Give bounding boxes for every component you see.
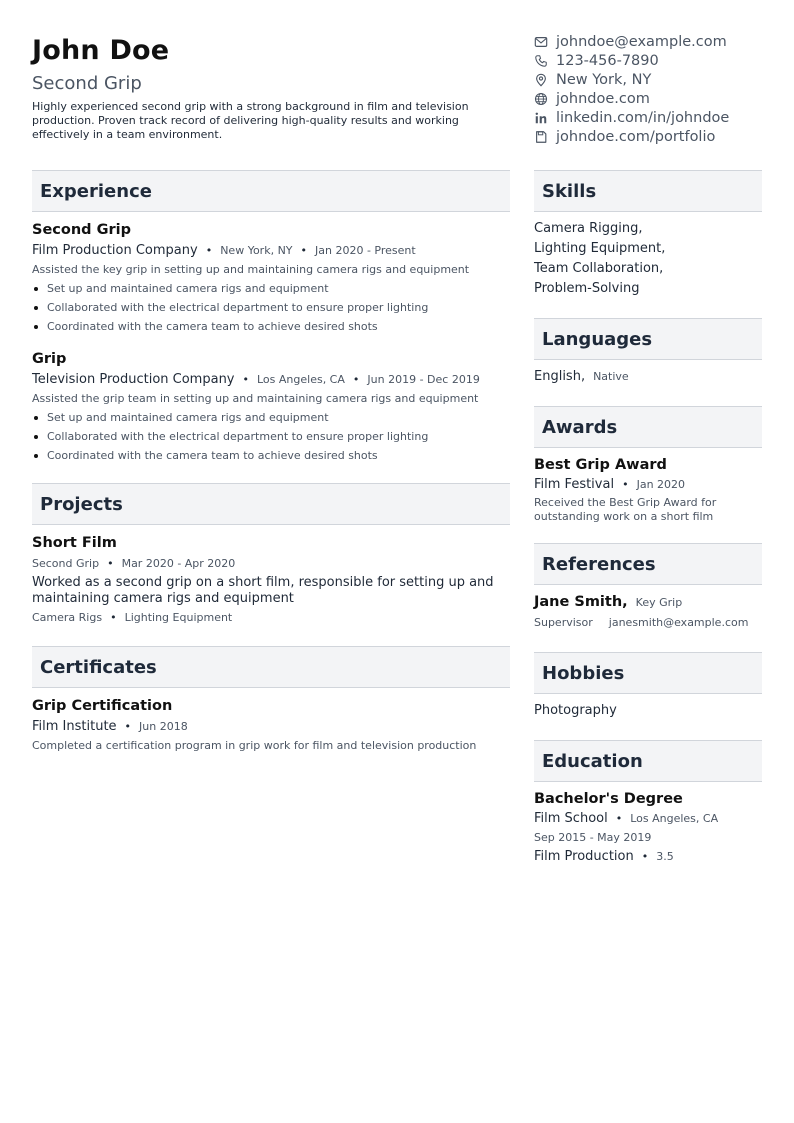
job-entry (32, 220, 510, 336)
project-role: Second Grip (32, 557, 100, 570)
certificate-meta (32, 717, 510, 737)
linkedin-text: linkedin.com/in/johndoe (556, 109, 730, 126)
experience-section (32, 220, 510, 483)
job-meta (32, 370, 510, 390)
separator-dot: • (205, 244, 213, 257)
education-section (534, 782, 762, 886)
project-description: Worked as a second grip on a short film, responsible for setting up and maintaining camera rigs and equipment (32, 575, 494, 606)
mail-icon (534, 35, 548, 49)
language-item (534, 367, 762, 387)
skills-heading: Skills (534, 170, 762, 212)
contact-linkedin[interactable] (534, 108, 774, 127)
location-pin-icon (534, 73, 548, 87)
header (32, 34, 510, 142)
job-title: Grip (32, 351, 67, 367)
hobbies-section (534, 694, 762, 740)
separator-dot: • (124, 720, 132, 733)
contact-website[interactable] (534, 89, 774, 108)
skill-item: Problem-Solving (534, 281, 640, 296)
job-entry (32, 349, 510, 465)
award-title: Best Grip Award (534, 457, 667, 473)
education-dates: Sep 2015 - May 2019 (534, 831, 652, 844)
separator-dot: • (641, 850, 649, 863)
separator-dot: • (242, 373, 249, 386)
skills-section (534, 212, 762, 318)
award-summary: Received the Best Grip Award for outstanding work on a short film (534, 496, 717, 523)
certificate-date: Jun 2018 (139, 720, 188, 733)
contact-email[interactable] (534, 32, 774, 51)
contact-location (534, 70, 774, 89)
education-heading: Education (534, 740, 762, 782)
job-meta (32, 241, 510, 261)
education-gpa: 3.5 (656, 850, 674, 863)
project-dates: Mar 2020 - Apr 2020 (121, 557, 236, 570)
contact-info (534, 32, 774, 146)
reference-title: Key Grip (635, 596, 683, 609)
portfolio-icon (534, 130, 548, 144)
certificates-heading: Certificates (32, 646, 510, 688)
job-company: Television Production Company (32, 372, 235, 387)
job-location: New York, NY (220, 244, 293, 257)
job-summary: Assisted the key grip in setting up and maintaining camera rigs and equipment (32, 263, 470, 276)
profile-summary: Highly experienced second grip with a strong background in film and television production. Proven track record of delivering high-quality results and working effectively in a team environment. (32, 100, 469, 141)
job-title: Second Grip (32, 222, 131, 238)
separator-dot: • (622, 478, 629, 491)
awards-heading: Awards (534, 406, 762, 448)
award-date: Jan 2020 (636, 478, 686, 491)
skill-item: Camera Rigging, (534, 221, 643, 236)
reference-header (534, 592, 762, 613)
job-highlights (32, 408, 510, 465)
linkedin-icon (534, 111, 548, 125)
reference-details (534, 613, 762, 633)
email-text: johndoe@example.com (556, 33, 727, 50)
job-summary: Assisted the grip team in setting up and maintaining camera rigs and equipment (32, 392, 479, 405)
job-highlights (32, 279, 510, 336)
skill-item: Lighting Equipment, (534, 241, 666, 256)
hobby-item: Photography (534, 703, 617, 718)
website-text: johndoe.com (556, 90, 650, 107)
education-school: Film School (534, 811, 608, 826)
project-title: Short Film (32, 535, 117, 551)
award-awarder: Film Festival (534, 477, 615, 492)
phone-text: 123-456-7890 (556, 52, 659, 69)
location-text: New York, NY (556, 71, 652, 88)
phone-icon (534, 54, 548, 68)
separator-dot: • (110, 611, 117, 624)
globe-icon (534, 92, 548, 106)
sidebar-column (534, 170, 762, 886)
education-degree: Bachelor's Degree (534, 791, 683, 807)
project-meta (32, 554, 510, 574)
job-highlight: Set up and maintained camera rigs and equipment (32, 279, 510, 298)
contact-phone[interactable] (534, 51, 774, 70)
separator-dot: • (615, 812, 623, 825)
languages-heading: Languages (534, 318, 762, 360)
reference-name: Jane Smith, (534, 594, 628, 610)
certificate-issuer: Film Institute (32, 719, 117, 734)
hobbies-heading: Hobbies (534, 652, 762, 694)
job-highlight: Coordinated with the camera team to achieve desired shots (32, 317, 510, 336)
languages-section (534, 360, 762, 406)
separator-dot: • (107, 557, 114, 570)
reference-email[interactable]: janesmith@example.com (608, 616, 749, 629)
education-field-line (534, 847, 762, 867)
certificate-description: Completed a certification program in grip work for film and television production (32, 739, 477, 752)
education-meta (534, 809, 762, 829)
projects-section (32, 533, 510, 646)
awards-section (534, 448, 762, 543)
skill-item: Team Collaboration, (534, 261, 664, 276)
reference-relation: Supervisor (534, 616, 593, 629)
job-location: Los Angeles, CA (257, 373, 345, 386)
job-highlight: Coordinated with the camera team to achieve desired shots (32, 446, 510, 465)
education-location: Los Angeles, CA (630, 812, 719, 825)
job-highlight: Set up and maintained camera rigs and equipment (32, 408, 510, 427)
project-keywords (32, 608, 510, 628)
projects-heading: Projects (32, 483, 510, 525)
job-highlight: Collaborated with the electrical department to ensure proper lighting (32, 427, 510, 446)
job-dates: Jun 2019 - Dec 2019 (367, 373, 480, 386)
candidate-role: Second Grip (32, 73, 142, 94)
separator-dot: • (352, 373, 360, 386)
contact-portfolio[interactable] (534, 127, 774, 146)
job-highlight: Collaborated with the electrical department to ensure proper lighting (32, 298, 510, 317)
language-fluency: Native (593, 370, 629, 383)
award-meta (534, 475, 762, 495)
references-section (534, 585, 762, 652)
project-keyword: Lighting Equipment (124, 611, 233, 624)
education-field: Film Production (534, 849, 634, 864)
job-dates: Jan 2020 - Present (315, 244, 416, 257)
certificate-title: Grip Certification (32, 698, 173, 714)
references-heading: References (534, 543, 762, 585)
portfolio-text: johndoe.com/portfolio (556, 128, 716, 145)
project-keyword: Camera Rigs (32, 611, 103, 624)
language-name: English, (534, 369, 586, 384)
candidate-name: John Doe (32, 35, 170, 66)
main-column (32, 170, 510, 773)
experience-heading: Experience (32, 170, 510, 212)
separator-dot: • (300, 244, 308, 257)
certificates-section (32, 696, 510, 773)
job-company: Film Production Company (32, 243, 198, 258)
